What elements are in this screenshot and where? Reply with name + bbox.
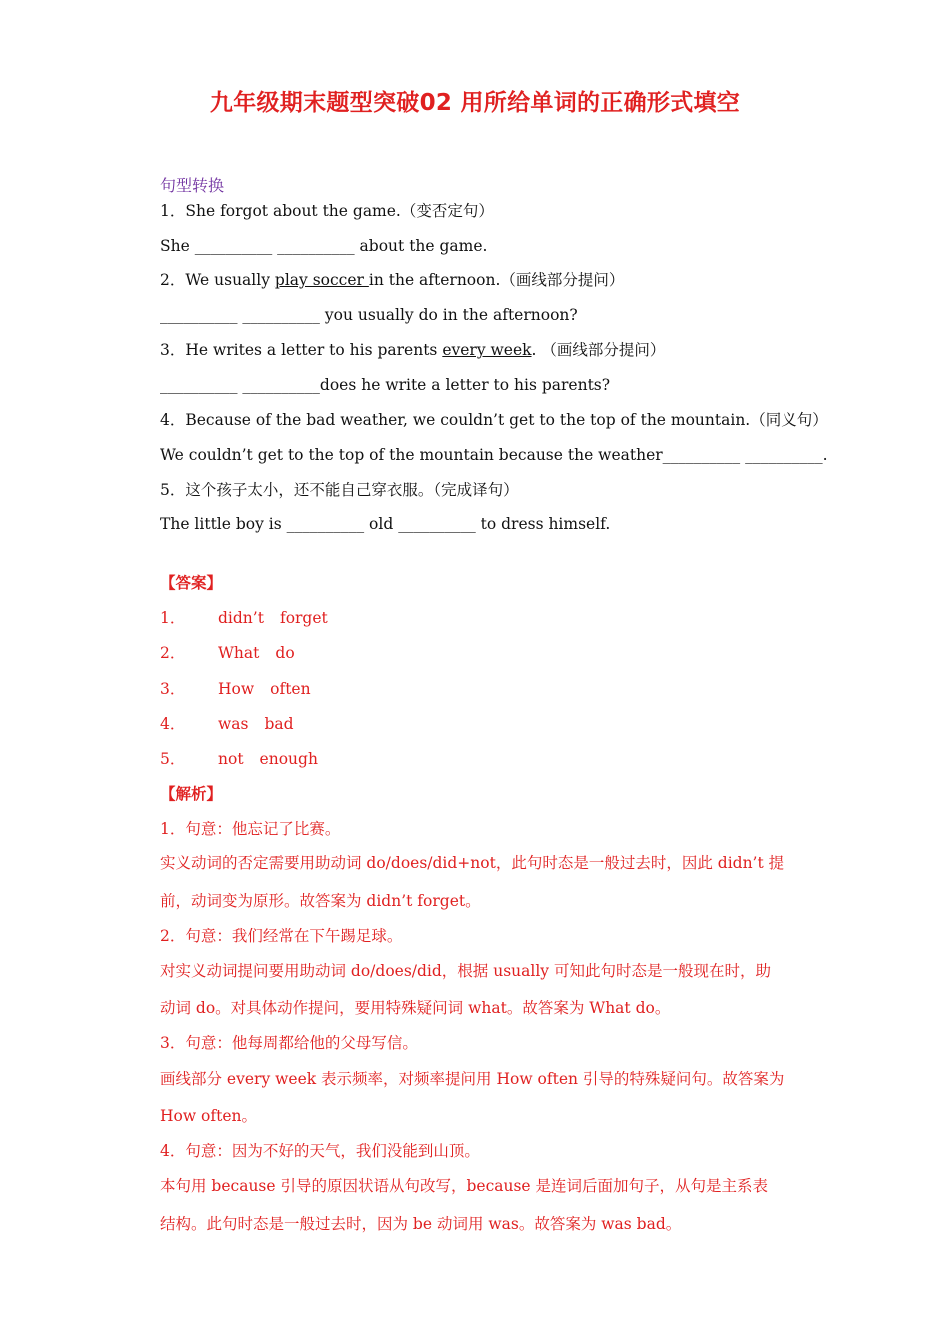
question-2-pre: 2．We usually: [160, 271, 275, 289]
answer-number: 2．: [160, 644, 186, 662]
answer-word: was: [218, 715, 249, 733]
analysis-4-text: 本句用 because 引导的原因状语从句改写，because 是连词后面加句子，从句是主系表: [160, 1177, 769, 1195]
analysis-3-text: How often。: [160, 1107, 257, 1125]
analysis-3-meaning: 3．句意：他每周都给他的父母写信。: [160, 1034, 418, 1052]
answer-word: How: [218, 680, 255, 698]
answer-1: [160, 608, 328, 628]
answer-word: do: [275, 644, 295, 662]
analysis-4-meaning: 4．句意：因为不好的天气，我们没能到山顶。: [160, 1142, 480, 1160]
question-4-blank-line: We couldn’t get to the top of the mountain because the weather__________ __________.: [160, 446, 828, 464]
analysis-heading: 【解析】: [160, 785, 223, 803]
question-1: 1．She forgot about the game.（变否定句）: [160, 202, 494, 220]
answer-word: not: [218, 750, 244, 768]
answer-2: [160, 643, 295, 663]
question-3-underlined: every week: [442, 341, 532, 359]
analysis-1-text: 前，动词变为原形。故答案为 didn’t forget。: [160, 892, 481, 910]
answer-word: What: [218, 644, 260, 662]
answer-word: often: [270, 680, 311, 698]
question-1-blank-line: She __________ __________ about the game.: [160, 237, 488, 255]
analysis-3-text: 画线部分 every week 表示频率，对频率提问用 How often 引导的特殊疑问句。故答案为: [160, 1070, 785, 1088]
question-5: 5．这个孩子太小，还不能自己穿衣服。（完成译句）: [160, 481, 519, 499]
answer-word: bad: [264, 715, 294, 733]
analysis-4-text: 结构。此句时态是一般过去时，因为 be 动词用 was。故答案为 was bad。: [160, 1215, 682, 1233]
answer-5: [160, 749, 318, 769]
answer-word: forget: [279, 609, 328, 627]
question-2-underlined: play soccer: [274, 271, 369, 289]
answer-number: 1．: [160, 609, 186, 627]
answer-3: [160, 679, 311, 699]
analysis-2-text: 对实义动词提问要用助动词 do/does/did，根据 usually 可知此句时态是一般现在时，助: [160, 962, 771, 980]
question-2-blank-line: __________ __________ you usually do in the afternoon?: [160, 306, 578, 324]
answer-word: didn’t: [218, 609, 264, 627]
analysis-2-text: 动词 do。对具体动作提问，要用特殊疑问词 what。故答案为 What do。: [160, 999, 671, 1017]
analysis-2-meaning: 2．句意：我们经常在下午踢足球。: [160, 927, 403, 945]
answer-number: 3．: [160, 680, 186, 698]
question-2-post: in the afternoon.（画线部分提问）: [368, 271, 625, 289]
answer-number: 5．: [160, 750, 186, 768]
question-5-blank-line: The little boy is __________ old __________ to dress himself.: [160, 515, 611, 533]
question-3: [160, 340, 665, 360]
question-2: [160, 270, 624, 290]
question-3-post: . （画线部分提问）: [531, 341, 666, 359]
answer-heading: 【答案】: [160, 574, 223, 592]
question-4: 4．Because of the bad weather, we couldn’t get to the top of the mountain.（同义句）: [160, 411, 828, 429]
analysis-1-meaning: 1．句意：他忘记了比赛。: [160, 820, 341, 838]
section-label: 句型转换: [160, 176, 225, 195]
answer-4: [160, 714, 294, 734]
question-3-blank-line: __________ __________does he write a letter to his parents?: [160, 376, 611, 394]
page-title: 九年级期末题型突破02 用所给单词的正确形式填空: [209, 90, 741, 116]
answer-number: 4．: [160, 715, 186, 733]
answer-word: enough: [259, 750, 318, 768]
question-3-pre: 3．He writes a letter to his parents: [160, 341, 443, 359]
analysis-1-text: 实义动词的否定需要用助动词 do/does/did+not，此句时态是一般过去时，因此 didn’t 提: [160, 854, 785, 872]
